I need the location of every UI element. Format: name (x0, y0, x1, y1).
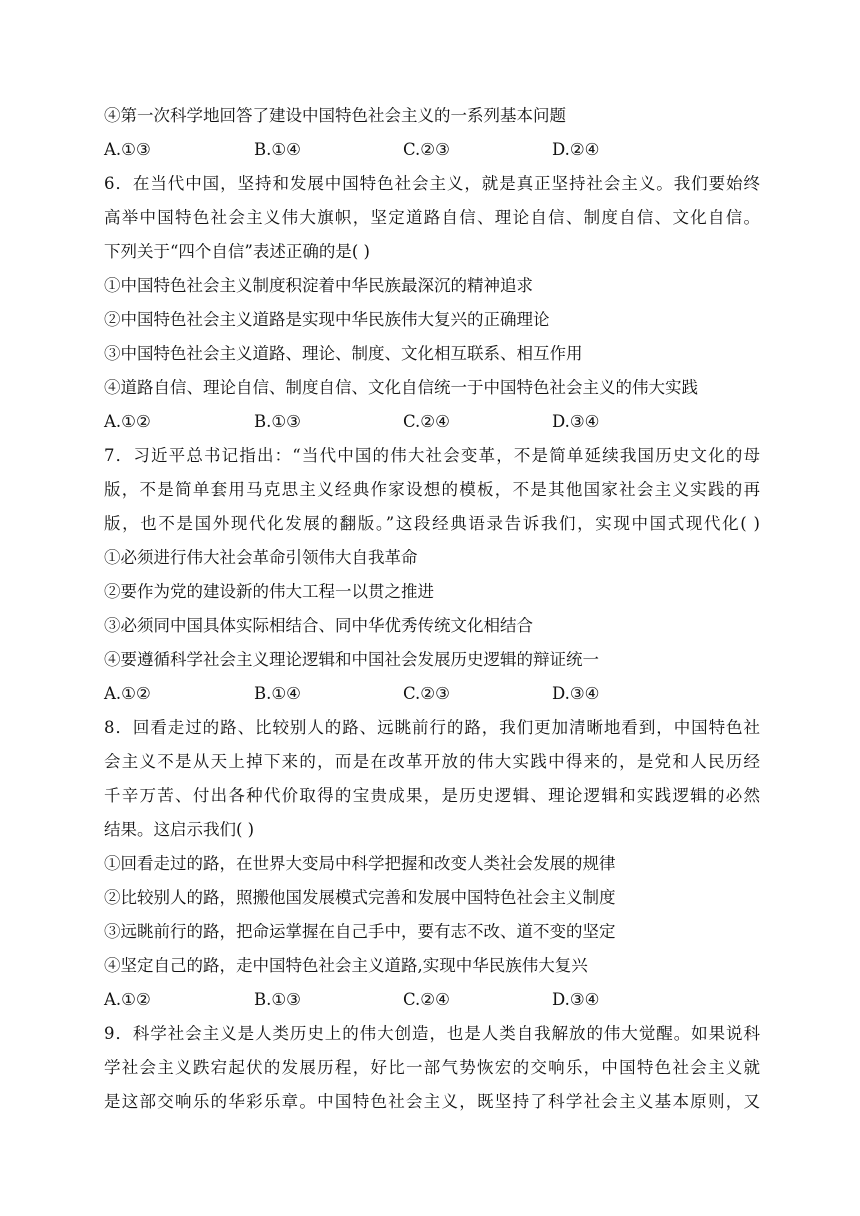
q6-stem-line: 下列关于“四个自信”表述正确的是( ) (104, 242, 370, 261)
q6-options (104, 411, 760, 433)
q6-item-4: ④道路自信、理论自信、制度自信、文化自信统一于中国特色社会主义的伟大实践 (104, 378, 698, 397)
option-a: A.①② (104, 990, 151, 1009)
option-c: C.②③ (403, 140, 450, 159)
q7-item-3: ③必须同中国具体实际相结合、同中华优秀传统文化相结合 (104, 616, 533, 635)
option-d: D.③④ (552, 412, 600, 431)
option-c: C.②④ (403, 412, 450, 431)
option-b: B.①④ (254, 140, 301, 159)
carry-options (104, 139, 760, 161)
option-c: C.②④ (403, 990, 450, 1009)
option-a: A.①② (104, 412, 151, 431)
option-b: B.①③ (254, 412, 301, 431)
q6-item-3: ③中国特色社会主义道路、理论、制度、文化相互联系、相互作用 (104, 344, 583, 363)
q8-stem-line: 8．回看走过的路、比较别人的路、远眺前行的路，我们更加清晰地看到，中国特色社 (104, 718, 760, 737)
option-b: B.①③ (254, 990, 301, 1009)
option-d: D.②④ (552, 140, 600, 159)
q9-stem-line: 9．科学社会主义是人类历史上的伟大创造，也是人类自我解放的伟大觉醒。如果说科 (104, 1024, 760, 1043)
option-d: D.③④ (552, 990, 600, 1009)
option-d: D.③④ (552, 684, 600, 703)
q8-stem-line: 千辛万苦、付出各种代价取得的宝贵成果，是历史逻辑、理论逻辑和实践逻辑的必然 (104, 786, 760, 805)
q8-item-1: ①回看走过的路，在世界大变局中科学把握和改变人类社会发展的规律 (104, 854, 616, 873)
q8-item-4: ④坚定自己的路，走中国特色社会主义道路,实现中华民族伟大复兴 (104, 956, 588, 975)
q6-stem-line: 高举中国特色社会主义伟大旗帜，坚定道路自信、理论自信、制度自信、文化自信。 (104, 208, 760, 227)
q9-stem-line: 学社会主义跌宕起伏的发展历程，好比一部气势恢宏的交响乐，中国特色社会主义就 (104, 1058, 760, 1077)
q7-stem-line: 7．习近平总书记指出：“当代中国的伟大社会变革，不是简单延续我国历史文化的母 (104, 446, 760, 465)
option-b: B.①④ (254, 684, 301, 703)
q7-item-4: ④要遵循科学社会主义理论逻辑和中国社会发展历史逻辑的辩证统一 (104, 650, 599, 669)
q8-options (104, 989, 760, 1011)
option-c: C.②③ (403, 684, 450, 703)
q6-stem-line: 6．在当代中国，坚持和发展中国特色社会主义，就是真正坚持社会主义。我们要始终 (104, 174, 760, 193)
option-a: A.①③ (104, 140, 151, 159)
q8-item-2: ②比较别人的路，照搬他国发展模式完善和发展中国特色社会主义制度 (104, 888, 616, 907)
q7-item-2: ②要作为党的建设新的伟大工程一以贯之推进 (104, 582, 434, 601)
q7-item-1: ①必须进行伟大社会革命引领伟大自我革命 (104, 548, 418, 567)
q7-stem-line: 版，也不是国外现代化发展的翻版。”这段经典语录告诉我们，实现中国式现代化( ) (104, 514, 760, 533)
q9-stem-line: 是这部交响乐的华彩乐章。中国特色社会主义，既坚持了科学社会主义基本原则，又 (104, 1092, 760, 1111)
q8-item-3: ③远眺前行的路，把命运掌握在自己手中，要有志不改、道不变的坚定 (104, 922, 616, 941)
q6-item-2: ②中国特色社会主义道路是实现中华民族伟大复兴的正确理论 (104, 310, 550, 329)
q6-item-1: ①中国特色社会主义制度积淀着中华民族最深沉的精神追求 (104, 276, 533, 295)
q7-stem-line: 版，不是简单套用马克思主义经典作家设想的模板，不是其他国家社会主义实践的再 (104, 480, 760, 499)
q7-options (104, 683, 760, 705)
option-a: A.①② (104, 684, 151, 703)
carry-item-4: ④第一次科学地回答了建设中国特色社会主义的一系列基本问题 (104, 106, 566, 125)
q8-stem-line: 会主义不是从天上掉下来的，而是在改革开放的伟大实践中得来的，是党和人民历经 (104, 752, 760, 771)
q8-stem-line: 结果。这启示我们( ) (104, 820, 255, 839)
